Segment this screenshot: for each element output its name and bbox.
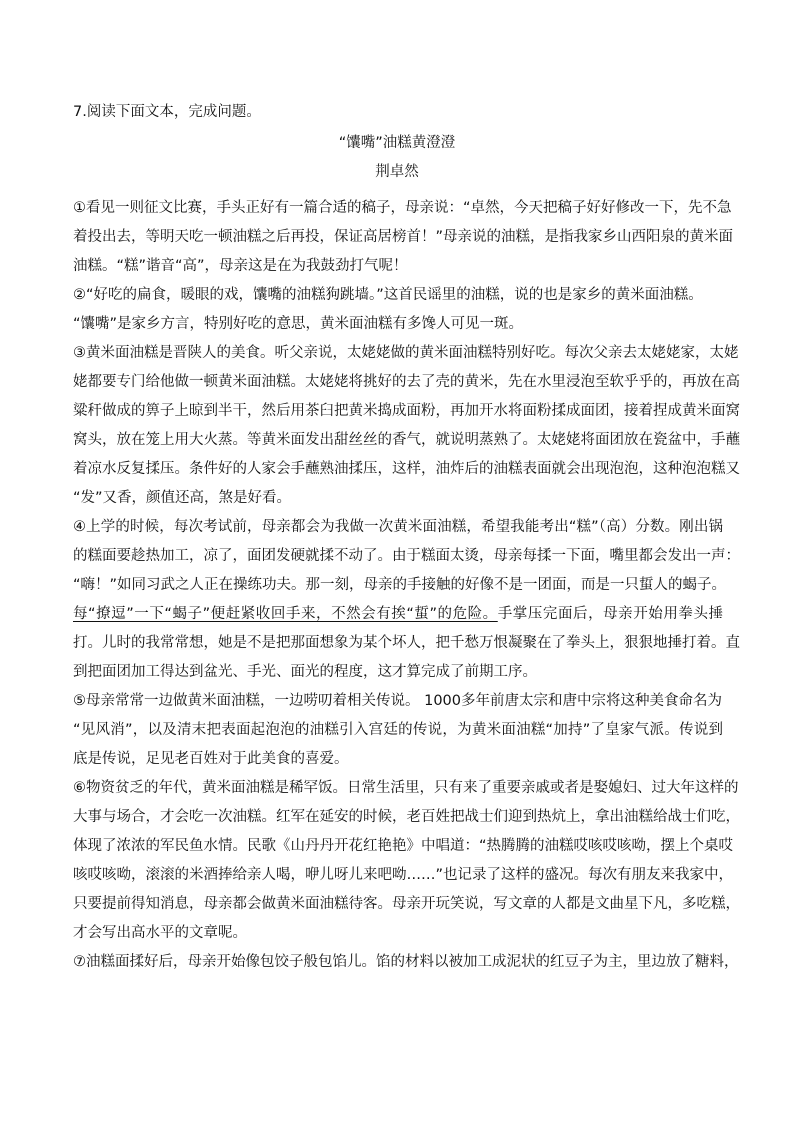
text-line-rest: 手掌压完面后，母亲开始用拳头捶 xyxy=(497,606,724,622)
text-line-underlined xyxy=(73,600,723,629)
text-line: 油糕。“糕”谐音“高”，母亲这是在为我鼓劲打气呢！ xyxy=(73,258,408,274)
text-line: ⑦油糕面揉好后，母亲开始像包饺子般包馅儿。馅的材料以被加工成泥状的红豆子为主，里边放了糖料， xyxy=(73,954,739,970)
text-line: ④上学的时候，每次考试前，母亲都会为我做一次黄米面油糕，希望我能考出“糕”（高）分数。刚出锅 xyxy=(73,519,723,535)
text-line: 姥都要专门给他做一顿黄米面油糕。太姥姥将挑好的去了壳的黄米，先在水里浸泡至软乎乎的，再放在高 xyxy=(73,374,740,390)
text-line: “馕嘴”是家乡方言，特别好吃的意思，黄米面油糕有多馋人可见一斑。 xyxy=(73,316,524,332)
article-title: “馕嘴”油糕黄澄澄 xyxy=(338,135,456,151)
text-line: ⑥物资贫乏的年代，黄米面油糕是稀罕饭。日常生活里，只有来了重要亲戚或者是娶媳妇、过大年这样的 xyxy=(73,780,739,796)
text-line: ①看见一则征文比赛，手头正好有一篇合适的稿子，母亲说：“卓然，今天把稿子好好修改一下，先不急 xyxy=(73,200,732,216)
text-line: 窝头，放在笼上用大火蒸。等黄米面发出甜丝丝的香气，就说明蒸熟了。太姥姥将面团放在瓷盆中，手蘸 xyxy=(73,432,740,448)
text-line: 只要提前得知消息，母亲都会做黄米面油糕待客。母亲开玩笑说，写文章的人都是文曲星下凡，多吃糕， xyxy=(73,896,740,912)
text-line: 才会写出高水平的文章呢。 xyxy=(73,925,247,941)
text-line: 打。儿时的我常常想，她是不是把那面想象为某个坏人，把千愁万恨凝聚在了拳头上，狠狠地捶打着。直 xyxy=(73,635,740,651)
question-prompt: 7.阅读下面文本，完成问题。 xyxy=(73,104,261,120)
text-line: 咳哎咳呦，滚滚的米酒捧给亲人喝，咿儿呀儿来吧呦……”也记录了这样的盛况。每次有朋友来我家中， xyxy=(73,867,734,883)
text-line: 粱秆做成的箅子上晾到半干，然后用茶臼把黄米捣成面粉，再加开水将面粉揉成面团，接着捏成黄米面窝 xyxy=(73,403,740,419)
text-line: 底是传说，足见老百姓对于此美食的喜爱。 xyxy=(73,751,349,767)
text-line: 的糕面要趁热加工，凉了，面团发硬就揉不动了。由于糕面太烫，母亲每揉一下面，嘴里都会发出一声： xyxy=(73,548,740,564)
text-line: “嗨！”如同习武之人正在操练功夫。那一刻，母亲的手接触的好像不是一团面，而是一只蜇人的蝎子。 xyxy=(73,577,727,593)
text-line: 大事与场合，才会吃一次油糕。红军在延安的时候，老百姓把战士们迎到热炕上，拿出油糕给战士们吃， xyxy=(73,809,740,825)
text-line: 体现了浓浓的军民鱼水情。民歌《山丹丹开花红艳艳》中唱道：“热腾腾的油糕哎咳哎咳呦，摆上个桌哎 xyxy=(73,838,734,854)
text-line: ⑤母亲常常一边做黄米面油糕，一边唠叨着相关传说。 1000多年前唐太宗和唐中宗将这种美食命名为 xyxy=(73,693,723,709)
text-line: 着投出去，等明天吃一顿油糕之后再投，保证高居榜首！”母亲说的油糕，是指我家乡山西阳泉的黄米面 xyxy=(73,229,734,245)
text-line: ②“好吃的扁食，暖眼的戏，馕嘴的油糕狗跳墙。”这首民谣里的油糕，说的也是家乡的黄米面油糕。 xyxy=(73,287,703,303)
underlined-sentence: 每“撩逗”一下“蝎子”便赶紧收回手来，不然会有挨“蜇”的危险。 xyxy=(73,606,498,622)
text-line: “发”又香，颜值还高，煞是好看。 xyxy=(73,490,292,506)
text-line: 到把面团加工得达到盆光、手光、面光的程度，这才算完成了前期工序。 xyxy=(73,664,537,680)
article-author: 荆卓然 xyxy=(375,164,419,180)
text-line: ③黄米面油糕是晋陕人的美食。听父亲说，太姥姥做的黄米面油糕特别好吃。每次父亲去太姥姥家，太姥 xyxy=(73,345,739,361)
text-line: “见风消”，以及清末把表面起泡泡的油糕引入宫廷的传说，为黄米面油糕“加持”了皇家气派。传说到 xyxy=(73,722,723,738)
text-line: 着凉水反复揉压。条件好的人家会手蘸熟油揉压，这样，油炸后的油糕表面就会出现泡泡，这种泡泡糕又 xyxy=(73,461,740,477)
article-body xyxy=(73,194,740,977)
